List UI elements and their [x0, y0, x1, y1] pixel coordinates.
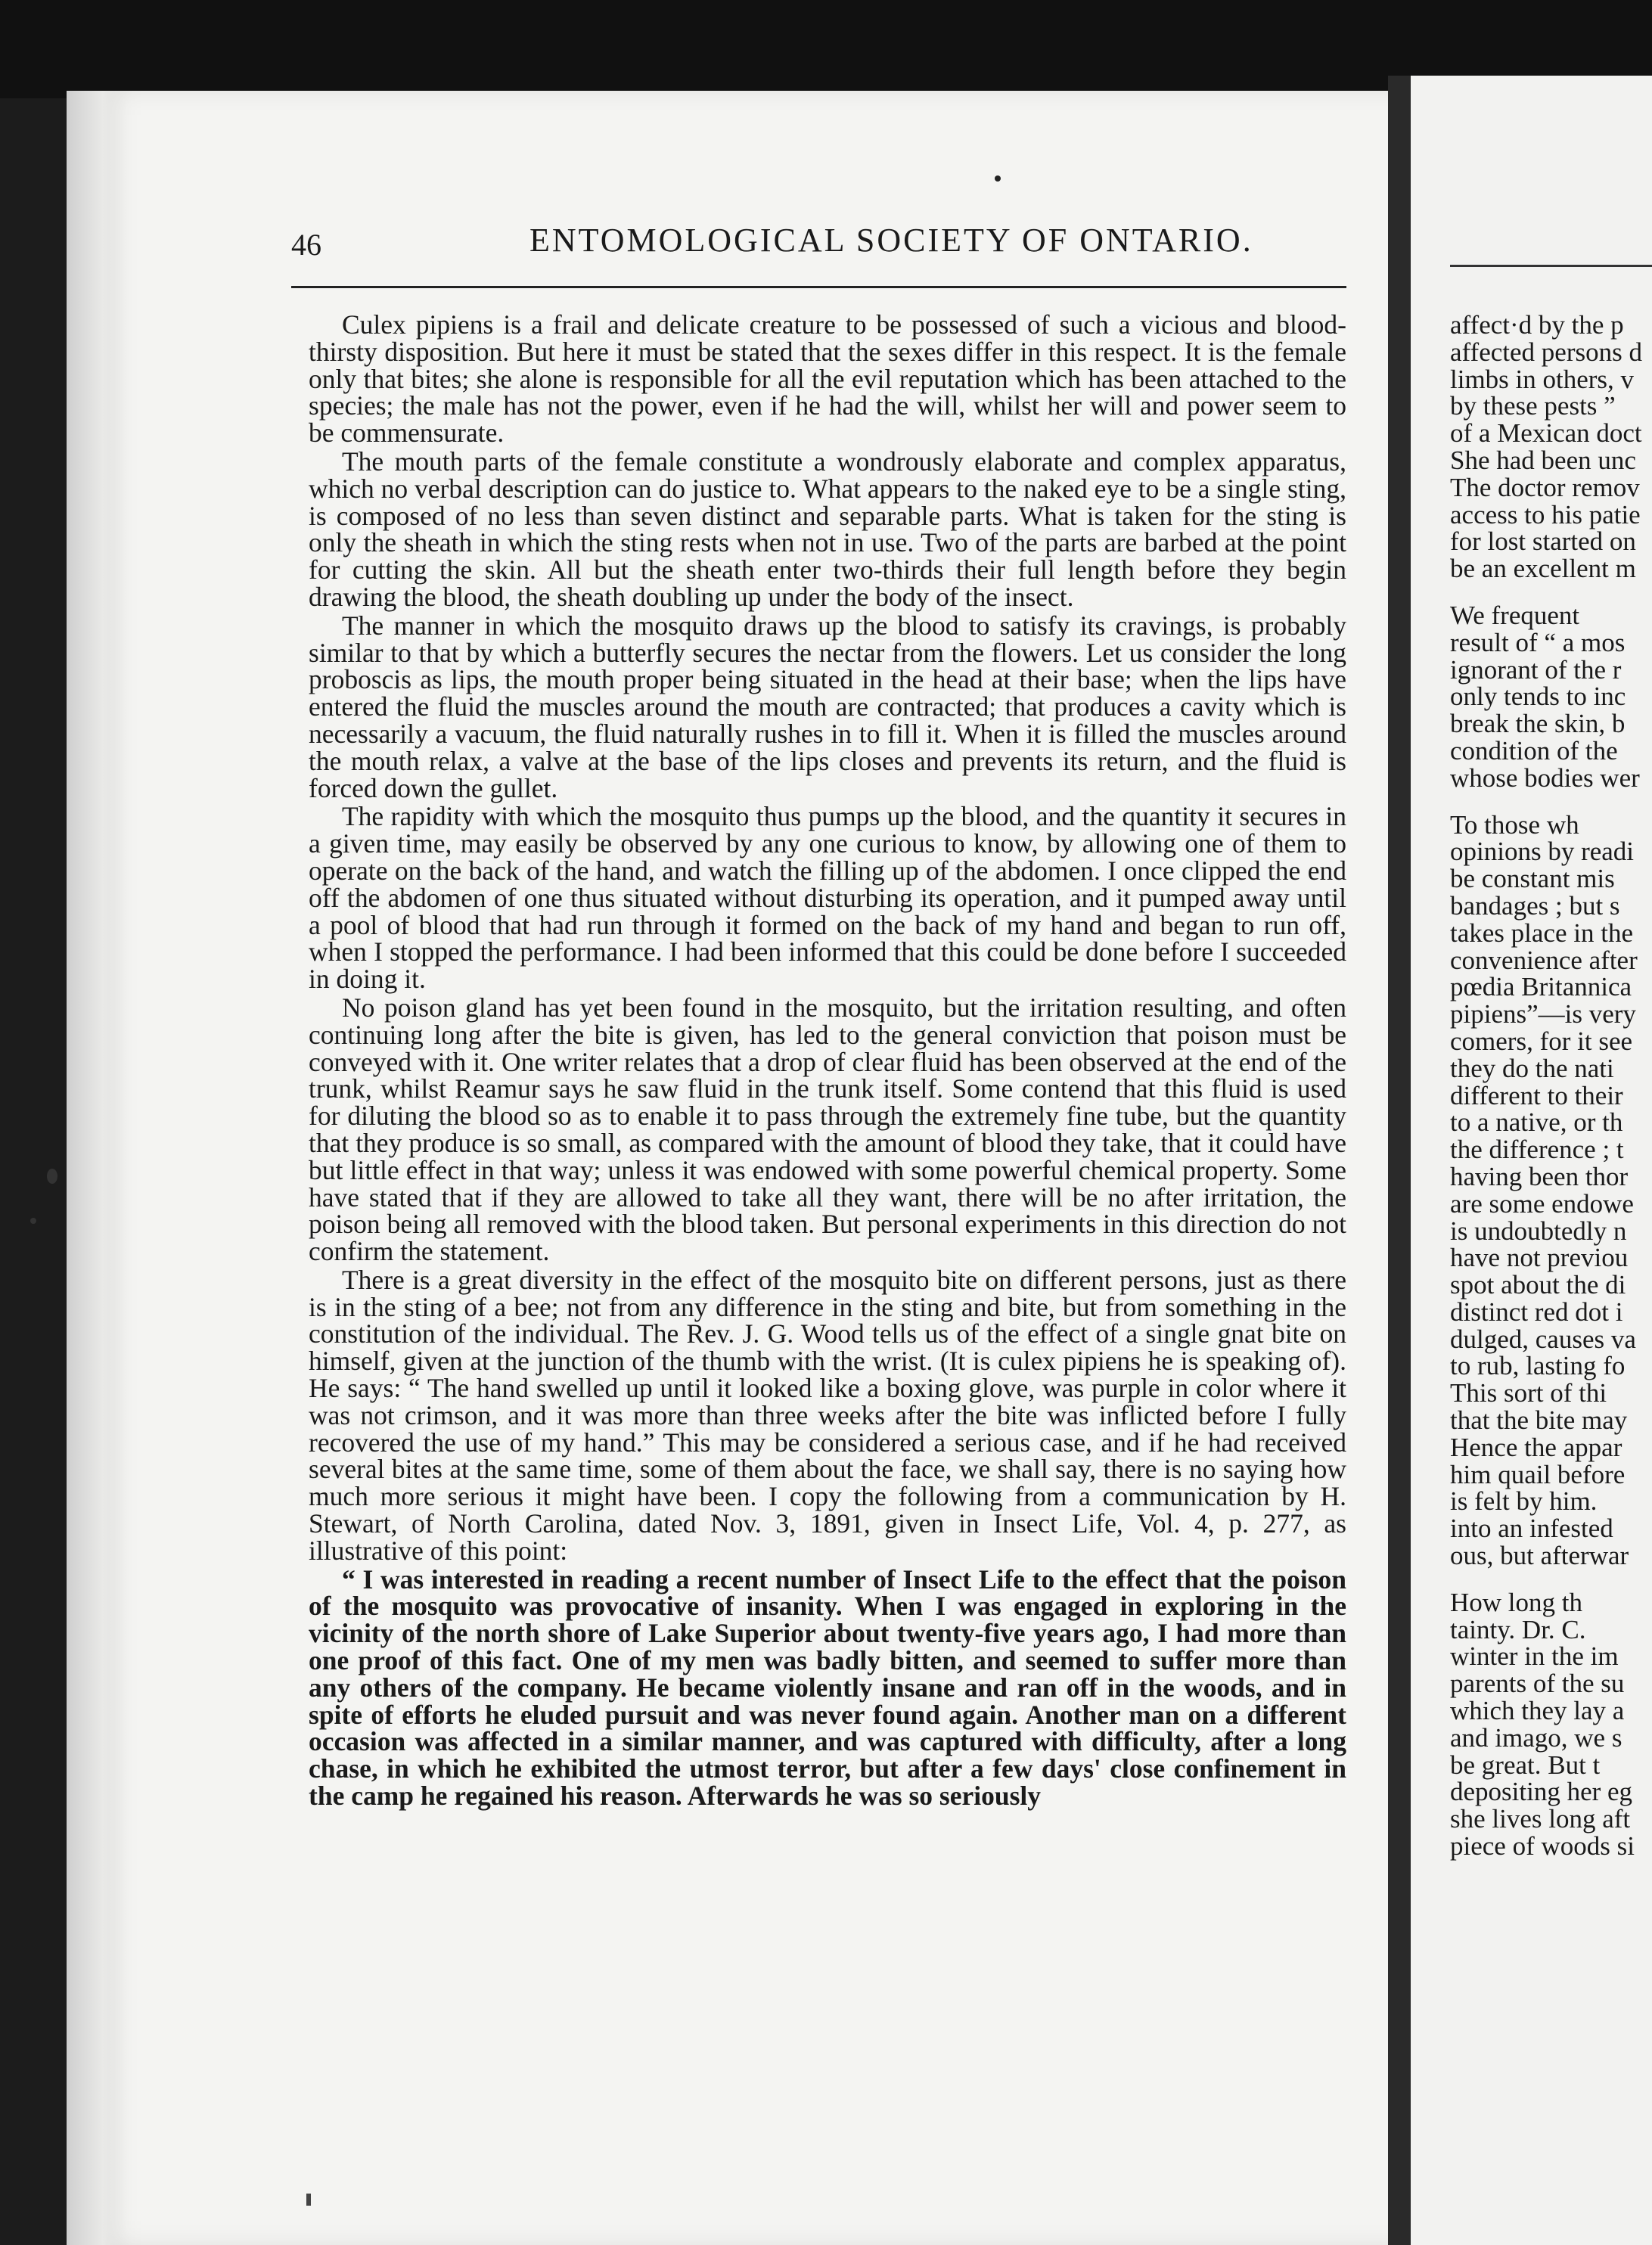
body-text [309, 309, 1346, 1812]
right-page-line: limbs in others, v [1450, 364, 1635, 394]
right-page-line: she lives long aft [1450, 1804, 1631, 1834]
paragraph-gap [1450, 1570, 1652, 1589]
right-page-line: by these pests ” [1450, 391, 1616, 421]
right-page-line: bandages ; but s [1450, 890, 1620, 921]
right-page-line: parents of the su [1450, 1669, 1625, 1699]
page-number: 46 [291, 228, 321, 262]
right-page-line: break the skin, b [1450, 709, 1626, 739]
paragraph: The mouth parts of the female constitute a wondrously elaborate and complex apparatus, which no verbal description can do justice to. What appears to the naked eye to be a single sting, is composed of no less than seven distinct and separable parts. What is taken for the sting is only the sheath in which the sting rests when not in use. Two of the parts are barbed at the point for cutting the skin. All but the sheath enter two-thirds their full length before they begin drawing the blood, the sheath doubling up under the body of the insect. [309, 446, 1346, 612]
right-page-line: access to his patie [1450, 499, 1641, 529]
right-page-line: We frequent [1450, 600, 1580, 630]
right-page-line: To those wh [1450, 809, 1579, 840]
right-page-line: convenience after [1450, 945, 1638, 975]
right-page-line: having been thor [1450, 1161, 1629, 1191]
page-binding-edge [67, 91, 127, 2245]
right-page-line: and imago, we s [1450, 1722, 1622, 1753]
quoted-paragraph: “ I was interested in reading a recent number of Insect Life to the effect that the poison of the mosquito was provocative of insanity. When I was engaged in exploring in the vicinity of the north shore of Lake Superior about twenty-five years ago, I had more than one proof of this fact. One of my men was badly bitten, and seemed to suffer more than any others of the company. He became violently insane and ran off in the woods, and in spite of efforts he eluded pursuit and was never found again. Another man on a different occasion was affected in a similar manner, and was captured with difficulty, after a long chase, in which he exhibited the utmost terror, but after a few days' close confinement in the camp he regained his reason. Afterwards he was so seriously [309, 1563, 1346, 1812]
right-page-line: pipiens”—is very [1450, 999, 1636, 1029]
margin-speck [47, 1169, 57, 1184]
right-page-line: winter in the im [1450, 1641, 1619, 1672]
right-page-line: be constant mis [1450, 864, 1615, 894]
right-page-line: that the bite may [1450, 1405, 1628, 1436]
book-gutter [1388, 76, 1411, 2245]
right-page-line: takes place in the [1450, 918, 1633, 948]
right-page-line: ous, but afterwar [1450, 1541, 1629, 1571]
ink-speck [995, 175, 1001, 182]
right-page-line: whose bodies wer [1450, 762, 1640, 793]
page-foot-mark [306, 2194, 311, 2206]
right-page-line: for lost started on [1450, 526, 1636, 557]
margin-speck [30, 1218, 36, 1224]
right-page-line: How long th [1450, 1587, 1582, 1617]
right-page-line: they do the nati [1450, 1053, 1614, 1083]
paragraph-gap [1450, 792, 1652, 812]
right-page-line: tainty. Dr. C. [1450, 1614, 1586, 1644]
running-head-title: ENTOMOLOGICAL SOCIETY OF ONTARIO. [529, 222, 1253, 259]
paragraph: Culex pipiens is a frail and delicate creature to be possessed of such a vicious and blood-thirsty disposition. But here it must be stated that the sexes differ in this respect. It is the female only that bites; she alone is responsible for all the evil reputation which has been attached to the species; the male has not the power, even if he had the will, whilst her will and power seem to be commensurate. [309, 309, 1346, 449]
right-page-line: spot about the di [1450, 1270, 1626, 1300]
right-page-line: This sort of thi [1450, 1378, 1607, 1408]
right-page-line: She had been unc [1450, 445, 1636, 475]
right-page-line: into an infested [1450, 1514, 1613, 1544]
right-page-line: ignorant of the r [1450, 654, 1622, 685]
right-page-line: piece of woods si [1450, 1831, 1635, 1862]
right-page-line: only tends to inc [1450, 682, 1626, 712]
right-page-line: is felt by him. [1450, 1486, 1598, 1517]
right-page-line: to a native, or th [1450, 1107, 1623, 1138]
right-page-line: pœdia Britannica [1450, 972, 1632, 1002]
right-page-line: affect·d by the p [1450, 310, 1624, 340]
header-rule [291, 286, 1346, 288]
right-page-line: of a Mexican doct [1450, 418, 1642, 449]
paragraph-gap [1450, 582, 1652, 602]
paragraph: The rapidity with which the mosquito thus pumps up the blood, and the quantity it secures in a given time, may easily be observed by any one curious to know, by allowing one of them to operate on the back of the hand, and watch the filling up of the abdomen. I once clipped the end off the abdomen of one thus situated without disturbing its operation, and it pumped away until a pool of blood that had run through it formed on the back of my hand and began to run off, when I stopped the performance. I had been informed that this could be done before I succeeded in doing it. [309, 801, 1346, 995]
paragraph: No poison gland has yet been found in the mosquito, but the irritation resulting, and often continuing long after the bite is given, has led to the general conviction that poison must be conveyed with it. One writer relates that a drop of clear fluid has been observed at the end of the trunk, whilst Reamur says he saw fluid in the trunk itself. Some contend that this fluid is used for diluting the blood so as to enable it to pass through the extremely fine tube, but the quantity that they produce is so small, as compared with the amount of blood they take, that it could have but little effect in that way; unless it was endowed with some powerful chemical property. Some have stated that if they are allowed to take all they want, there will be no after irritation, the poison being all removed with the blood taken. But personal experiments in this direction do not confirm the statement. [309, 992, 1346, 1267]
right-page-fragment [1411, 76, 1652, 2245]
right-page-line: to rub, lasting fo [1450, 1351, 1626, 1381]
right-page-line: opinions by readi [1450, 837, 1635, 867]
right-page-line: be an excellent m [1450, 554, 1636, 584]
right-page-line: comers, for it see [1450, 1026, 1633, 1056]
right-header-rule [1450, 265, 1652, 267]
right-page-line: have not previou [1450, 1243, 1629, 1273]
right-page-line: be great. But t [1450, 1750, 1601, 1780]
paragraph: The manner in which the mosquito draws up the blood to satisfy its cravings, is probably similar to that by which a butterfly secures the nectar from the flowers. Let us consider the long proboscis as lips, the mouth proper being situated in the head at their base; when the lips have entered the fluid the muscles around the mouth are contracted; that produces a cavity which is necessarily a vacuum, the fluid naturally rushes in to fill it. When it is filled the muscles around the mouth relax, a valve at the base of the lips closes and prevents its return, and the fluid is forced down the gullet. [309, 610, 1346, 803]
right-page-line: condition of the [1450, 735, 1618, 765]
right-page-line: The doctor remov [1450, 472, 1640, 502]
right-page-line: affected persons d [1450, 337, 1642, 367]
right-page-line: result of “ a mos [1450, 627, 1626, 657]
right-page-line: are some endowe [1450, 1188, 1634, 1219]
right-page-line: depositing her eg [1450, 1777, 1633, 1807]
right-page-line: him quail before [1450, 1459, 1626, 1489]
right-page-line: is undoubtedly n [1450, 1216, 1627, 1246]
paragraph: There is a great diversity in the effect of the mosquito bite on different persons, just as there is in the sting of a bee; not from any difference in the sting and bite, but from something in the constitution of the individual. The Rev. J. G. Wood tells us of the effect of a single gnat bite on himself, given at the junction of the thumb with the wrist. (It is culex pipiens he is speaking of). He says: “ The hand swelled up until it looked like a boxing glove, was purple in color where it was not crimson, and it was more than three weeks after the bite was inflicted before I fully recovered the use of my hand.” This may be considered a serious case, and if he had received several bites at the same time, some of them about the face, we shall say, there is no saying how much more serious it might have been. I copy the following from a communication by H. Stewart, of North Carolina, dated Nov. 3, 1891, given in Insect Life, Vol. 4, p. 277, as illustrative of this point: [309, 1264, 1346, 1566]
right-page-line: Hence the appar [1450, 1432, 1622, 1462]
right-page-line: dulged, causes va [1450, 1324, 1636, 1354]
right-page-line: distinct red dot i [1450, 1296, 1623, 1327]
right-page-line: which they lay a [1450, 1696, 1625, 1726]
right-page-line: different to their [1450, 1080, 1623, 1110]
right-page-text [1450, 312, 1652, 1860]
right-page-line: the difference ; t [1450, 1135, 1624, 1165]
